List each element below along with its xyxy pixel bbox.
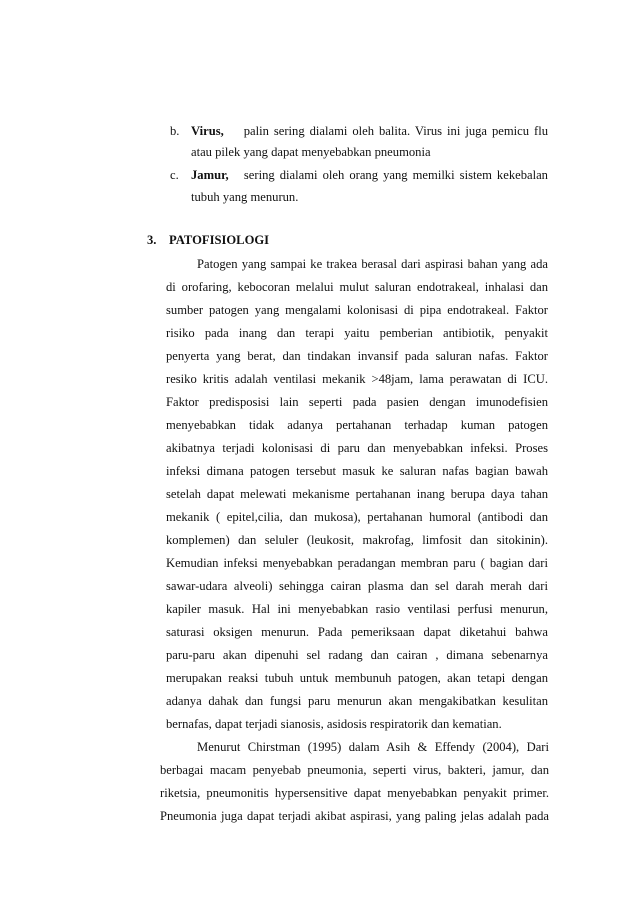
list-item-line xyxy=(191,167,548,183)
paragraph-line: Pneumonia juga dapat terjadi akibat aspirasi, yang paling jelas adalah pada xyxy=(160,809,549,823)
paragraph-line: komplemen) dan seluler (leukosit, makrofag, limfosit dan sitokinin). xyxy=(166,533,548,547)
list-item-text: sering dialami oleh orang yang memilki sistem kekebalan xyxy=(243,168,548,182)
paragraph-line: di orofaring, kebocoran melalui mulut saluran endotrakeal, inhalasi dan xyxy=(166,280,548,294)
list-item-line xyxy=(191,123,548,139)
paragraph-line: kapiler masuk. Hal ini menyebabkan rasio ventilasi perfusi menurun, xyxy=(166,602,548,616)
list-item-term: Virus, xyxy=(191,124,224,138)
paragraph-line: merupakan reaksi tubuh untuk membunuh patogen, akan tetapi dengan xyxy=(166,671,548,685)
section-number: 3. xyxy=(147,233,157,247)
paragraph-line: menyebabkan tidak adanya pertahanan terhadap kuman patogen xyxy=(166,418,548,432)
paragraph-line: Patogen yang sampai ke trakea berasal dari aspirasi bahan yang ada xyxy=(197,257,548,271)
paragraph-line: resiko kritis adalah ventilasi mekanik >48jam, lama perawatan di ICU. xyxy=(166,372,548,386)
paragraph-line: adanya dahak dan fungsi paru menurun akan mengakibatkan kesulitan xyxy=(166,694,548,708)
paragraph-line: penyerta yang berat, dan tindakan invansif pada saluran nafas. Faktor xyxy=(166,349,548,363)
paragraph-line: setelah dapat melewati mekanisme pertahanan inang berupa daya tahan xyxy=(166,487,548,501)
section-title: PATOFISIOLOGI xyxy=(169,233,270,247)
paragraph-line: bernafas, dapat terjadi sianosis, asidosis respiratorik dan kematian. xyxy=(166,717,502,731)
paragraph-line: paru-paru akan dipenuhi sel radang dan cairan , dimana sebenarnya xyxy=(166,648,548,662)
paragraph-line: akibatnya terjadi kolonisasi di paru dan menyebabkan infeksi. Proses xyxy=(166,441,548,455)
paragraph-line: Menurut Chirstman (1995) dalam Asih & Effendy (2004), Dari xyxy=(197,740,549,754)
paragraph-line: infeksi dimana patogen tersebut masuk ke saluran nafas bagian bawah xyxy=(166,464,548,478)
paragraph-line: mekanik ( epitel,cilia, dan mukosa), pertahanan humoral (antibodi dan xyxy=(166,510,548,524)
list-marker: b. xyxy=(170,124,180,138)
paragraph-line: riketsia, pneumonitis hypersensitive dapat menyebabkan penyakit primer. xyxy=(160,786,549,800)
list-item-line: tubuh yang menurun. xyxy=(191,190,299,204)
section-heading xyxy=(147,232,269,248)
paragraph-line: Kemudian infeksi menyebabkan peradangan membran paru ( bagian dari xyxy=(166,556,548,570)
list-item-text: palin sering dialami oleh balita. Virus ini juga pemicu flu xyxy=(243,124,548,138)
list-item-term: Jamur, xyxy=(191,168,229,182)
paragraph-line: sumber patogen yang mengalami kolonisasi di pipa endotrakeal. Faktor xyxy=(166,303,548,317)
paragraph-line: berbagai macam penyebab pneumonia, seperti virus, bakteri, jamur, dan xyxy=(160,763,549,777)
paragraph-line: sawar-udara alveoli) sehingga cairan plasma dan sel darah merah dari xyxy=(166,579,548,593)
list-item-line: atau pilek yang dapat menyebabkan pneumonia xyxy=(191,145,431,159)
paragraph-line: risiko pada inang dan terapi yaitu pemberian antibiotik, penyakit xyxy=(166,326,548,340)
paragraph-line: Faktor predisposisi lain seperti pada pasien dengan imunodefisien xyxy=(166,395,548,409)
list-marker: c. xyxy=(170,168,179,182)
paragraph-line: saturasi oksigen menurun. Pada pemeriksaan dapat diketahui bahwa xyxy=(166,625,548,639)
